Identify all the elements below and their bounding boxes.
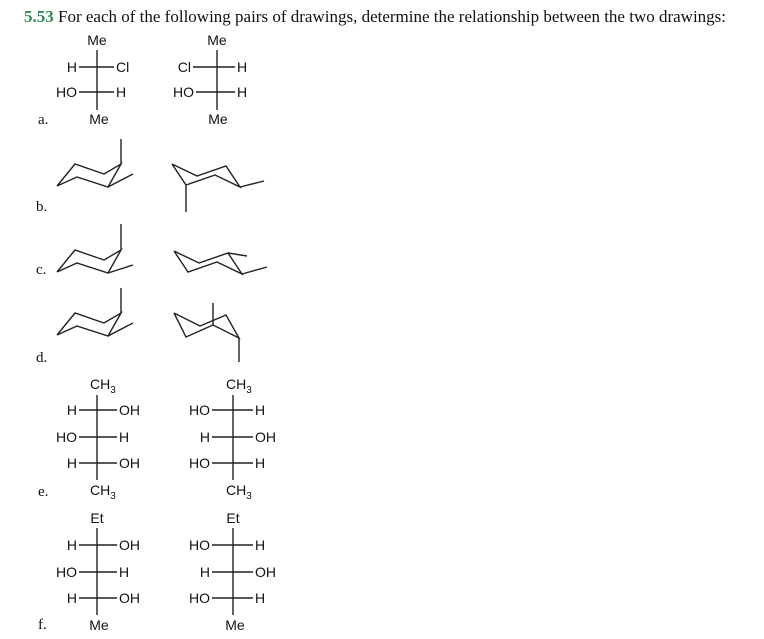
fischer-bottom-group: $CH_3$ [90,482,116,502]
fischer-bottom-group: $CH_3$ [226,482,252,502]
fischer-left-group: HO [189,537,210,553]
fischer-right-group: H [255,537,266,553]
part-label-e: e. [38,484,49,500]
problem-text: For each of the following pairs of drawings, determine the relationship between the two drawings: [58,7,727,26]
chair-b-right [172,164,264,212]
fischer-left-group: H [199,429,210,445]
fischer-left-group: HO [56,429,77,445]
fischer-f-right [189,510,276,633]
fischer-left-group: H [199,564,210,580]
fischer-right-group: H [237,84,248,100]
fischer-left-group: HO [56,84,77,100]
fischer-right-group: Cl [116,59,130,75]
chair-b-left [57,139,133,187]
part-label-c: c. [36,262,47,278]
part-label-a: a. [38,112,49,128]
fischer-left-group: H [66,402,77,418]
fischer-right-group: H [237,59,248,75]
fischer-bottom-group: Me [89,111,109,127]
fischer-a-right [173,32,247,127]
fischer-f-left [56,510,140,633]
fischer-right-group: OH [119,455,140,471]
fischer-top-group: Et [90,510,104,526]
fischer-right-group: H [255,402,266,418]
fischer-left-group: HO [56,564,77,580]
fischer-left-group: H [66,590,77,606]
fischer-left-group: H [66,59,77,75]
fischer-e-right [189,376,276,502]
fischer-bottom-group: Me [208,111,228,127]
fischer-bottom-group: Me [225,617,245,633]
fischer-right-group: H [116,84,127,100]
fischer-top-group: $CH_3$ [226,376,252,396]
fischer-right-group: H [255,455,266,471]
fischer-right-group: OH [119,537,140,553]
fischer-top-group: Et [226,510,240,526]
fischer-right-group: H [255,590,266,606]
fischer-left-group: H [66,455,77,471]
fischer-left-group: Cl [177,59,191,75]
fischer-top-group: $CH_3$ [90,376,116,396]
fischer-top-group: Me [87,32,107,48]
fischer-right-group: OH [255,429,276,445]
fischer-a-left [56,32,129,127]
fischer-left-group: HO [189,455,210,471]
part-label-d: d. [36,350,48,366]
fischer-left-group: H [66,537,77,553]
fischer-right-group: H [119,429,130,445]
fischer-left-group: HO [189,590,210,606]
fischer-right-group: H [119,564,130,580]
chair-d-left [57,288,133,336]
fischer-e-left [56,376,140,502]
fischer-top-group: Me [207,32,227,48]
part-label-b: b. [36,199,48,215]
part-label-f: f. [38,617,47,633]
fischer-left-group: HO [173,84,194,100]
problem-number: 5.53 [24,7,54,26]
fischer-right-group: OH [119,402,140,418]
fischer-left-group: HO [189,402,210,418]
fischer-right-group: OH [119,590,140,606]
chair-c-right [174,251,267,274]
fischer-right-group: OH [255,564,276,580]
fischer-bottom-group: Me [89,617,109,633]
chair-c-left [57,224,133,273]
chair-d-right [174,303,239,362]
